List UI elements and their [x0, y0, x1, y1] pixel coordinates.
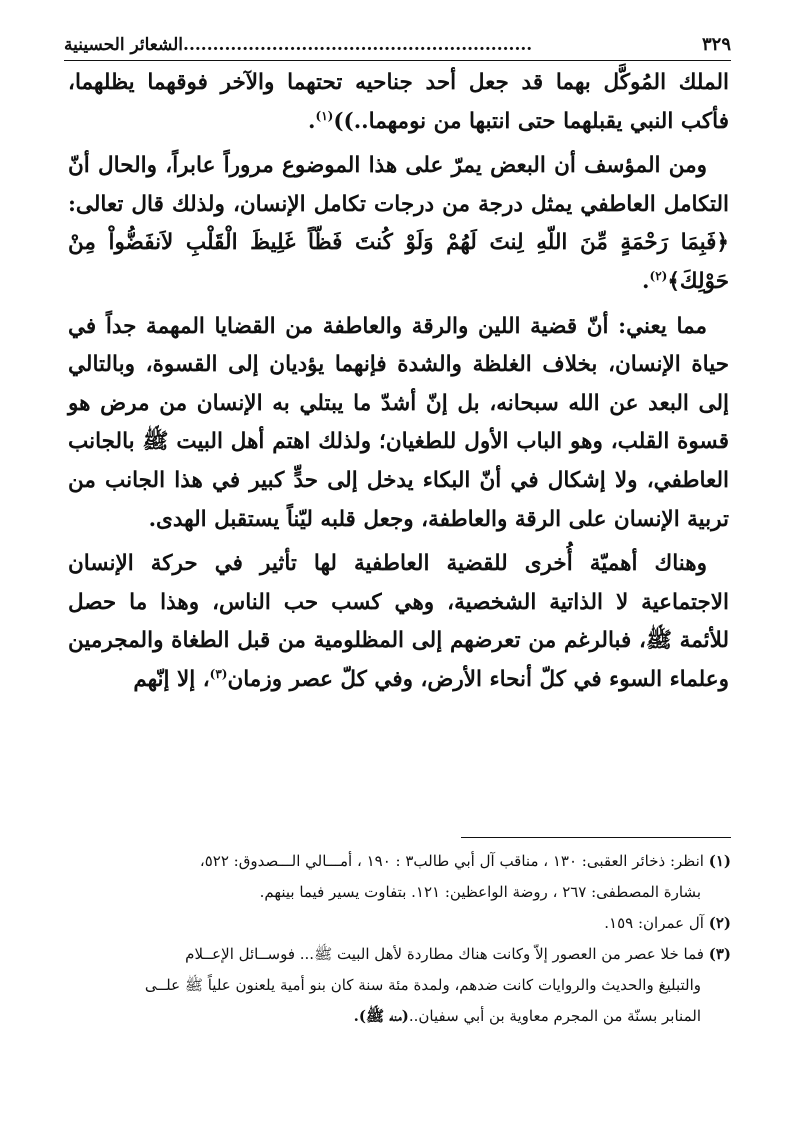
footnotes: [68, 846, 731, 1032]
paragraph-1: الملك المُوكَّل بهما قد جعل أحد جناحيه تحتهما والآخر فوقهما يظلهما، فأكب النبي يقبلهما حتى انتبها من نومهما..))$^{(١)}$.: [68, 70, 729, 134]
footnote-text: انظر: ذخائر العقبى: ١٣٠ ، مناقب آل أبي طالب٣ : ١٩٠ ، أمـــالي الـــصدوق: ٥٢٢،: [199, 852, 704, 870]
footnote-number: (٢): [708, 914, 731, 932]
footnote-number: (١): [708, 852, 731, 870]
main-text: [68, 64, 729, 706]
quran-verse: ﴿فَبِمَا رَحْمَةٍ مِّنَ اللّهِ لِنتَ لَهُمْ وَلَوْ كُنتَ فَظّاً غَلِيظَ الْقَلْبِ لاَنفَضُّواْ مِنْ حَوْلِكَ﴾: [68, 230, 729, 294]
running-title-text: الشعائر الحسينية: [64, 35, 184, 55]
footnote-3: [68, 939, 731, 1032]
footnote-text-last: المنابر بسنّة من المجرم معاوية بن أبي سفيان..(منه ﷺ).: [353, 1007, 701, 1025]
page-number: ٣٢٩: [701, 34, 731, 55]
footnote-text: بشارة المصطفى: ٢٦٧ ، روضة الواعظين: ١٢١. بتفاوت يسير فيما بينهم.: [259, 883, 701, 901]
running-title: [64, 32, 532, 58]
paragraph-3: مما يعني: أنّ قضية اللين والرقة والعاطفة من القضايا المهمة جداً في حياة الإنسان، بخلاف الغلظة والشدة فإنهما يؤديان إلى القسوة، وبالتالي إلى البعد عن الله سبحانه، بل إنّ أشدّ ما يبتلي به الإنسان من مرض هو قسوة القلب، وهو الباب الأول للطغيان؛ ولذلك اهتم أهل البيت ﷺ بالجانب العاطفي، ولا إشكال في أنّ البكاء يدخل إلى حدٍّ كبير في هذا الجانب من تربية الإنسان على الرقة والعاطفة، وجعل قلبه ليّناً يستقبل الهدى.: [68, 313, 729, 532]
paragraph-2: ومن المؤسف أن البعض يمرّ على هذا الموضوع مروراً عابراً، والحال أنّ التكامل العاطفي يمثل درجة من درجات تكامل الإنسان، ولذلك قال تعالى:﴿فَبِمَا رَحْمَةٍ مِّنَ اللّهِ لِنتَ لَهُمْ وَلَوْ كُنتَ فَظّاً غَلِيظَ الْقَلْبِ لاَنفَضُّواْ مِنْ حَوْلِكَ﴾$^{(٢)}$.: [68, 153, 729, 294]
footnote-divider: [461, 837, 731, 838]
paragraph-4: وهناك أهميّة أُخرى للقضية العاطفية لها تأثير في حركة الإنسان الاجتماعية لا الذاتية الشخصية، وهي كسب حب الناس، وهذا ما حصل للأئمة ﷺ، فبالرغم من تعرضهم إلى المظلومية من قبل الطغاة والمجرمين وعلماء السوء في كلّ أنحاء الأرض، وفي كلّ عصر وزمان$^{(٣)}$، إلا إنّهم: [68, 551, 729, 692]
footnote-ref-2[interactable]: (٢): [649, 268, 668, 283]
footnote-number: (٣): [708, 945, 731, 963]
page-header: [64, 32, 731, 61]
footnote-text: فما خلا عصر من العصور إلاّ وكانت هناك مطاردة لأهل البيت ﷺ... فوســائل الإعــلام: [185, 945, 704, 963]
footnote-text: آل عمران: ١٥٩.: [604, 914, 704, 932]
header-dots: ...........................................................: [183, 35, 533, 55]
footnote-ref-3[interactable]: (٣): [209, 666, 228, 681]
footnote-1: [68, 846, 731, 908]
footnote-ref-1[interactable]: (١): [315, 108, 334, 123]
footnote-2: [68, 908, 731, 939]
footnote-text: والتبليغ والحديث والروايات كانت ضدهم، ولمدة مئة سنة كان بنو أمية يلعنون علياً ﷺ علــى: [144, 976, 701, 994]
